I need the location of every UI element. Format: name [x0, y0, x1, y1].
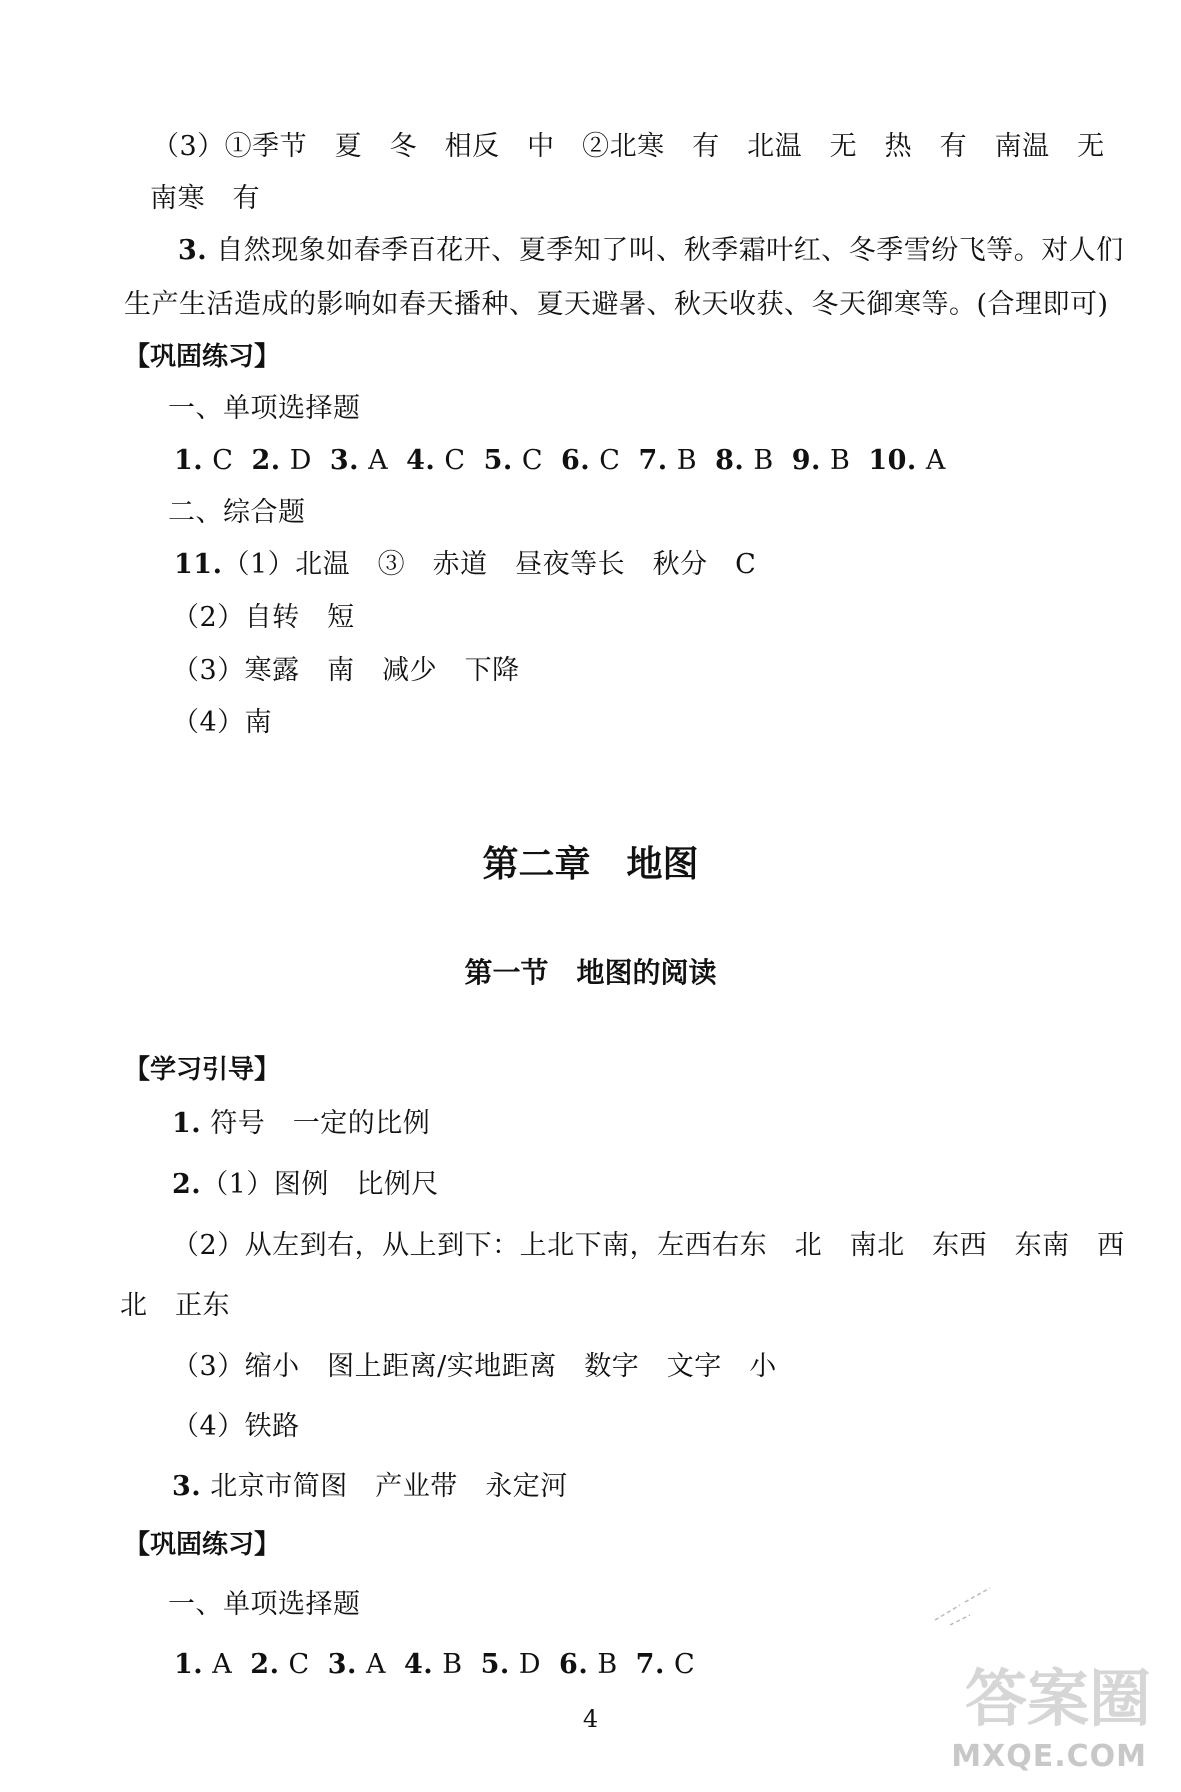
- section-title: 第一节 地图的阅读: [464, 956, 717, 989]
- answer-row-choices-1: [174, 444, 964, 478]
- question-number: 3.: [329, 445, 360, 476]
- question-number: 5.: [483, 445, 513, 476]
- answer-item: [636, 1649, 695, 1680]
- section-heading-guide: 【学习引导】: [124, 1055, 281, 1085]
- answer-text: 南寒 有: [150, 183, 260, 214]
- guide-line-2: [172, 1168, 439, 1202]
- guide-line-2-2-cont: 北 正东: [120, 1290, 230, 1321]
- answer-line-q11: [174, 548, 756, 582]
- answer-item: [174, 445, 233, 476]
- page-number: 4: [582, 1705, 599, 1733]
- answer-letter: B: [744, 445, 774, 476]
- guide-line-2-4: （4）铁路: [172, 1411, 300, 1442]
- pencil-mark: [930, 1580, 1000, 1630]
- question-number: 11.: [174, 549, 223, 580]
- answer-text: （1）北温 ③ 赤道 昼夜等长 秋分 C: [222, 549, 757, 580]
- answer-row-choices-2: [174, 1648, 713, 1682]
- answer-letter: C: [203, 445, 234, 476]
- answer-item: [561, 445, 620, 476]
- answer-item: [330, 445, 388, 476]
- section-heading-practice: 【巩固练习】: [124, 342, 281, 372]
- answer-letter: B: [820, 445, 851, 476]
- answer-line-3-part1: [152, 130, 1105, 164]
- question-number: 2.: [172, 1169, 202, 1200]
- answer-text: （1）图例 比例尺: [201, 1169, 439, 1200]
- question-number: 3.: [327, 1649, 357, 1680]
- answer-line-3-part2: [150, 182, 260, 216]
- question-number: 1.: [174, 1649, 204, 1680]
- answer-item: [404, 1649, 463, 1680]
- answer-letter: D: [280, 445, 312, 476]
- answer-letter: B: [667, 445, 698, 476]
- watermark-text: MXQE.COM: [951, 1739, 1147, 1774]
- question-number: 1.: [172, 1108, 202, 1139]
- answer-letter: A: [916, 445, 946, 476]
- guide-line-3: [172, 1470, 568, 1504]
- question-number: 2.: [251, 445, 281, 476]
- answer-item: [638, 445, 697, 476]
- section-heading-practice-2: 【巩固练习】: [124, 1530, 281, 1560]
- question-number: 4.: [406, 445, 436, 476]
- answer-item: [251, 445, 311, 476]
- answer-item: [559, 1649, 618, 1680]
- question-number: 7.: [635, 1649, 665, 1680]
- subsection-comprehensive: 二、综合题: [168, 497, 306, 528]
- answer-item: [481, 1649, 541, 1680]
- answer-item: [328, 1649, 386, 1680]
- answer-letter: B: [433, 1649, 463, 1680]
- question-number: 10.: [868, 445, 917, 476]
- question-number: 6.: [559, 1649, 589, 1680]
- watermark-logo: 答案圈: [964, 1662, 1151, 1735]
- answer-item: [868, 445, 946, 476]
- answer-letter: C: [435, 445, 466, 476]
- guide-line-2-2: （2）从左到右，从上到下：上北下南，左西右东 北 南北 东西 东南 西: [172, 1230, 1125, 1261]
- chapter-title: 第二章 地图: [482, 843, 699, 885]
- question-number: 9.: [791, 445, 821, 476]
- guide-line-2-3: （3）缩小 图上距离/实地距离 数字 文字 小: [172, 1351, 777, 1382]
- answer-letter: C: [664, 1649, 696, 1680]
- question-number: 2.: [250, 1649, 280, 1680]
- question-number: 4.: [404, 1649, 434, 1680]
- answer-text: 自然现象如春季百花开、夏季知了叫、秋季霜叶红、冬季雪纷飞等。对人们: [216, 235, 1124, 266]
- answer-text: 符号 一定的比例: [210, 1108, 431, 1139]
- question-number: 7.: [638, 445, 668, 476]
- question-number: 6.: [561, 445, 591, 476]
- question-number: 5.: [480, 1649, 510, 1680]
- answer-letter: B: [588, 1649, 618, 1680]
- question-number: 3.: [178, 235, 208, 266]
- question-number: 3.: [172, 1471, 202, 1502]
- guide-line-1: [172, 1107, 430, 1141]
- subsection-single-choice-2: 一、单项选择题: [168, 1589, 361, 1620]
- answer-letter: A: [203, 1649, 233, 1680]
- answer-letter: C: [279, 1649, 310, 1680]
- answer-line-q11-4: （4）南: [172, 707, 273, 738]
- answer-item: [250, 1649, 309, 1680]
- answer-line-q11-2: （2）自转 短: [172, 602, 355, 633]
- answer-letter: C: [590, 445, 621, 476]
- question-number: 8.: [715, 445, 745, 476]
- answer-item: [484, 445, 543, 476]
- answer-line-q3: [178, 234, 1124, 268]
- answer-item: [715, 445, 774, 476]
- answer-letter: A: [359, 445, 389, 476]
- question-number: 1.: [174, 445, 204, 476]
- watermark: [927, 1662, 1167, 1782]
- subsection-single-choice: 一、单项选择题: [168, 393, 361, 424]
- answer-letter: C: [512, 445, 544, 476]
- answer-item: [406, 445, 465, 476]
- answer-text: 北京市简图 产业带 永定河: [210, 1471, 568, 1502]
- answer-letter: A: [356, 1649, 386, 1680]
- answer-letter: D: [509, 1649, 542, 1680]
- answer-text: （3）①季节 夏 冬 相反 中 ②北寒 有 北温 无 热 有 南温 无: [152, 131, 1105, 162]
- answer-item: [792, 445, 851, 476]
- answer-item: [174, 1649, 232, 1680]
- answer-line-q3-cont: [124, 288, 1109, 322]
- answer-line-q11-3: （3）寒露 南 减少 下降: [172, 655, 520, 686]
- answer-text: 生产生活造成的影响如春天播种、夏天避暑、秋天收获、冬天御寒等。(合理即可): [124, 289, 1109, 320]
